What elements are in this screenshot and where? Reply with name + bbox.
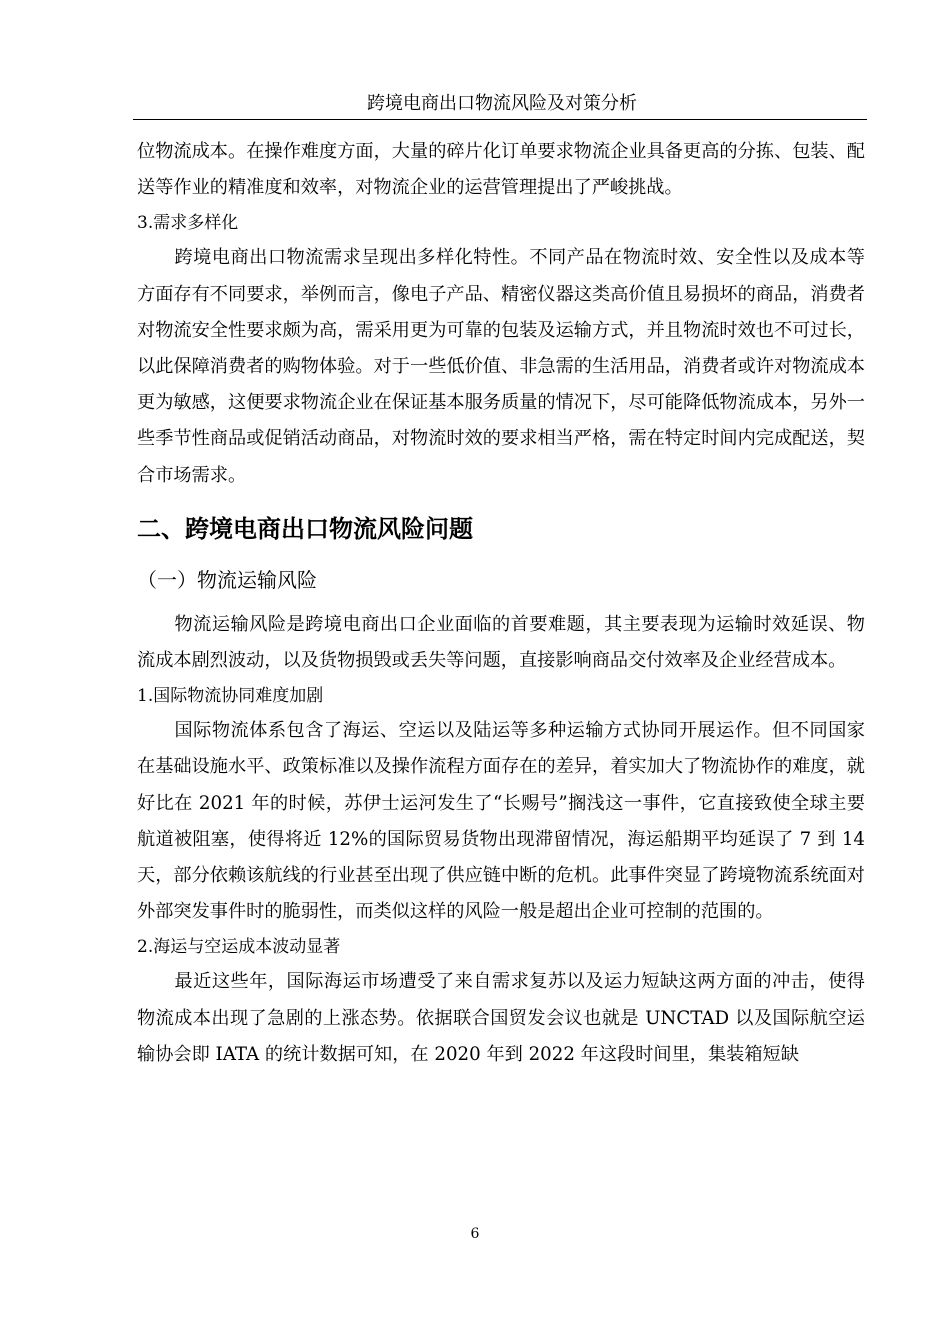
header-rule (133, 119, 867, 120)
paragraph: 位物流成本。在操作难度方面，大量的碎片化订单要求物流企业具备更高的分拣、包装、配送等作业的精准度和效率，对物流企业的运营管理提出了严峻挑战。 (137, 141, 865, 199)
chapter-heading: 二、跨境电商出口物流风险问题 (137, 514, 473, 543)
subsection-heading: 1.国际物流协同难度加剧 (137, 686, 324, 707)
paragraph: 跨境电商出口物流需求呈现出多样化特性。不同产品在物流时效、安全性以及成本等方面存有不同要求，举例而言，像电子产品、精密仪器这类高价值且易损坏的商品，消费者对物流安全性要求颇为高，需采用更为可靠的包装及运输方式，并且物流时效也不可过长，以此保障消费者的购物体验。对于一些低价值、非急需的生活用品，消费者或许对物流成本更为敏感，这便要求物流企业在保证基本服务质量的情况下，尽可能降低物流成本，另外一些季节性商品或促销活动商品，对物流时效的要求相当严格，需在特定时间内完成配送，契合市场需求。 (137, 247, 865, 486)
paragraph: 最近这些年，国际海运市场遭受了来自需求复苏以及运力短缺这两方面的冲击，使得物流成本出现了急剧的上涨态势。依据联合国贸发会议也就是 UNCTAD 以及国际航空运输协会即 IATA 的统计数据可知，在 2020 年到 2022 年这段时间里，集装箱短缺 (137, 971, 865, 1065)
section-heading: （一）物流运输风险 (137, 567, 317, 592)
paragraph: 物流运输风险是跨境电商出口企业面临的首要难题，其主要表现为运输时效延误、物流成本剧烈波动，以及货物损毁或丢失等问题，直接影响商品交付效率及企业经营成本。 (137, 613, 865, 672)
subsection-heading: 2.海运与空运成本波动显著 (137, 937, 341, 958)
page-number: 6 (470, 1226, 480, 1242)
running-header: 跨境电商出口物流风险及对策分析 (367, 93, 637, 114)
paragraph: 国际物流体系包含了海运、空运以及陆运等多种运输方式协同开展运作。但不同国家在基础设施水平、政策标准以及操作流程方面存在的差异，着实加大了物流协作的难度，就好比在 2021 年的时候，苏伊士运河发生了“长赐号”搁浅这一事件，它直接致使全球主要航道被阻塞，使得将近 12%的国际贸易货物出现滞留情况，海运船期平均延误了 7 到 14 天，部分依赖该航线的行业甚至出现了供应链中断的危机。此事件突显了跨境物流系统面对外部突发事件时的脆弱性，而类似这样的风险一般是超出企业可控制的范围的。 (137, 720, 865, 923)
subsection-heading: 3.需求多样化 (137, 213, 239, 234)
body-content (137, 134, 865, 1073)
